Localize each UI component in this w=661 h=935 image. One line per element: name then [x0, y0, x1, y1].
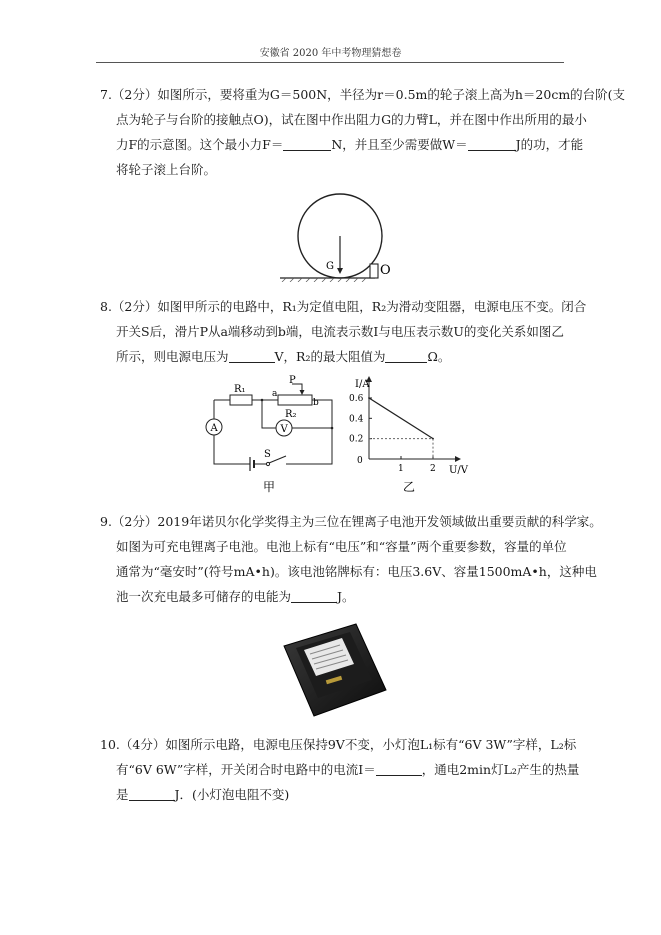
graph-caption: 乙: [403, 480, 416, 494]
ammeter-label: A: [210, 423, 218, 434]
x-tick-label: 2: [430, 464, 436, 474]
q7-line1: 7.（2分）如图所示，要将重为G＝500N，半径为r＝0.5m的轮子滚上高为h＝20cm的台阶(支: [100, 87, 626, 102]
q9-line2: 如图为可充电锂离子电池。电池上标有“电压”和“容量”两个重要参数，容量的单位: [116, 539, 567, 554]
x-tick-label: 1: [398, 464, 404, 474]
y-tick-label: 0.2: [349, 434, 364, 445]
q10-line2: 有“6V 6W”字样，开关闭合时电路中的电流I＝ ，通电2min灯L₂产生的热量: [116, 762, 580, 777]
q7-line4: 将轮子滚上台阶。: [116, 162, 217, 177]
data-point: [432, 438, 434, 440]
answer-blank-current[interactable]: [376, 762, 422, 776]
voltmeter-label: V: [280, 424, 288, 435]
label-a: a: [272, 389, 278, 399]
slider-arrowhead: [300, 390, 305, 395]
q8-line3: 所示，则电源电压为 V，R₂的最大阻值为 Ω。: [116, 349, 451, 364]
q7-line2: 点为轮子与台阶的接触点O)，试在图中作出阻力G的力臂L，并在图中作出所用的最小: [116, 112, 587, 127]
answer-blank-w[interactable]: [468, 137, 516, 151]
question-8: [100, 294, 587, 369]
q10-line3: 是 J．(小灯泡电阻不变): [116, 787, 290, 802]
answer-blank-heat[interactable]: [129, 787, 175, 801]
answer-blank-resistance[interactable]: [385, 349, 427, 363]
data-point: [368, 397, 370, 399]
wire-voltmeter-left: [262, 400, 276, 428]
label-p: P: [289, 375, 296, 386]
junction-a: [261, 399, 264, 402]
pivot-label: O: [380, 263, 391, 278]
answer-blank-voltage[interactable]: [229, 349, 275, 363]
answer-blank-energy[interactable]: [291, 589, 337, 603]
q10-line1: 10.（4分）如图所示电路，电源电压保持9V不变，小灯泡L₁标有“6V 3W”字样，L₂标: [100, 737, 577, 752]
gravity-label: G: [326, 261, 334, 272]
circuit-caption: 甲: [263, 480, 276, 494]
q7-line3: 力F的示意图。这个最小力F＝ N，并且至少需要做W＝ J的功，才能: [116, 137, 584, 152]
q9-line4: 池一次充电最多可储存的电能为 J。: [116, 589, 355, 604]
x-axis-arrow: [455, 456, 461, 462]
q9-line3: 通常为“毫安时”(符号mA•h)。该电池铭牌标有：电压3.6V、容量1500mA•h，这种电: [116, 564, 597, 579]
answer-blank-f[interactable]: [283, 137, 331, 151]
iu-graph: [345, 370, 480, 495]
battery-photo: [280, 620, 390, 720]
label-r2: R₂: [285, 409, 297, 420]
label-r1: R₁: [234, 384, 246, 395]
q8-line2: 开关S后，滑片P从a端移动到b端，电流表示数I与电压表示数U的变化关系如图乙: [116, 324, 564, 339]
label-b: b: [313, 398, 319, 408]
gravity-arrowhead: [337, 268, 343, 274]
label-s: S: [264, 449, 271, 460]
y-axis-label: I/A: [355, 379, 370, 390]
x-axis-label: U/V: [449, 465, 469, 476]
q8-line1: 8.（2分）如图甲所示的电路中，R₁为定值电阻，R₂为滑动变阻器，电源电压不变。闭合: [100, 299, 587, 314]
question-7: [100, 82, 626, 182]
y-tick-label: 0.6: [349, 393, 364, 404]
ground-hatch: [282, 278, 366, 282]
data-line-series: [369, 398, 433, 439]
wheel-diagram: [270, 188, 420, 282]
resistor-r1: [230, 395, 252, 405]
circuit-diagram: [200, 370, 345, 495]
header-divider: [96, 62, 564, 63]
step-block: [370, 264, 378, 278]
question-10: [100, 732, 580, 807]
q9-line1: 9.（2分）2019年诺贝尔化学奖得主为三位在锂离子电池开发领域做出重要贡献的科学家。: [100, 514, 602, 529]
junction-right: [331, 427, 334, 430]
switch-blade: [269, 456, 286, 463]
rheostat-r2: [278, 395, 312, 405]
y-tick-label: 0.4: [349, 414, 364, 425]
page-header: 安徽省 2020 年中考物理猜想卷: [259, 48, 402, 59]
origin-label: 0: [357, 456, 363, 466]
question-9: [100, 509, 602, 609]
